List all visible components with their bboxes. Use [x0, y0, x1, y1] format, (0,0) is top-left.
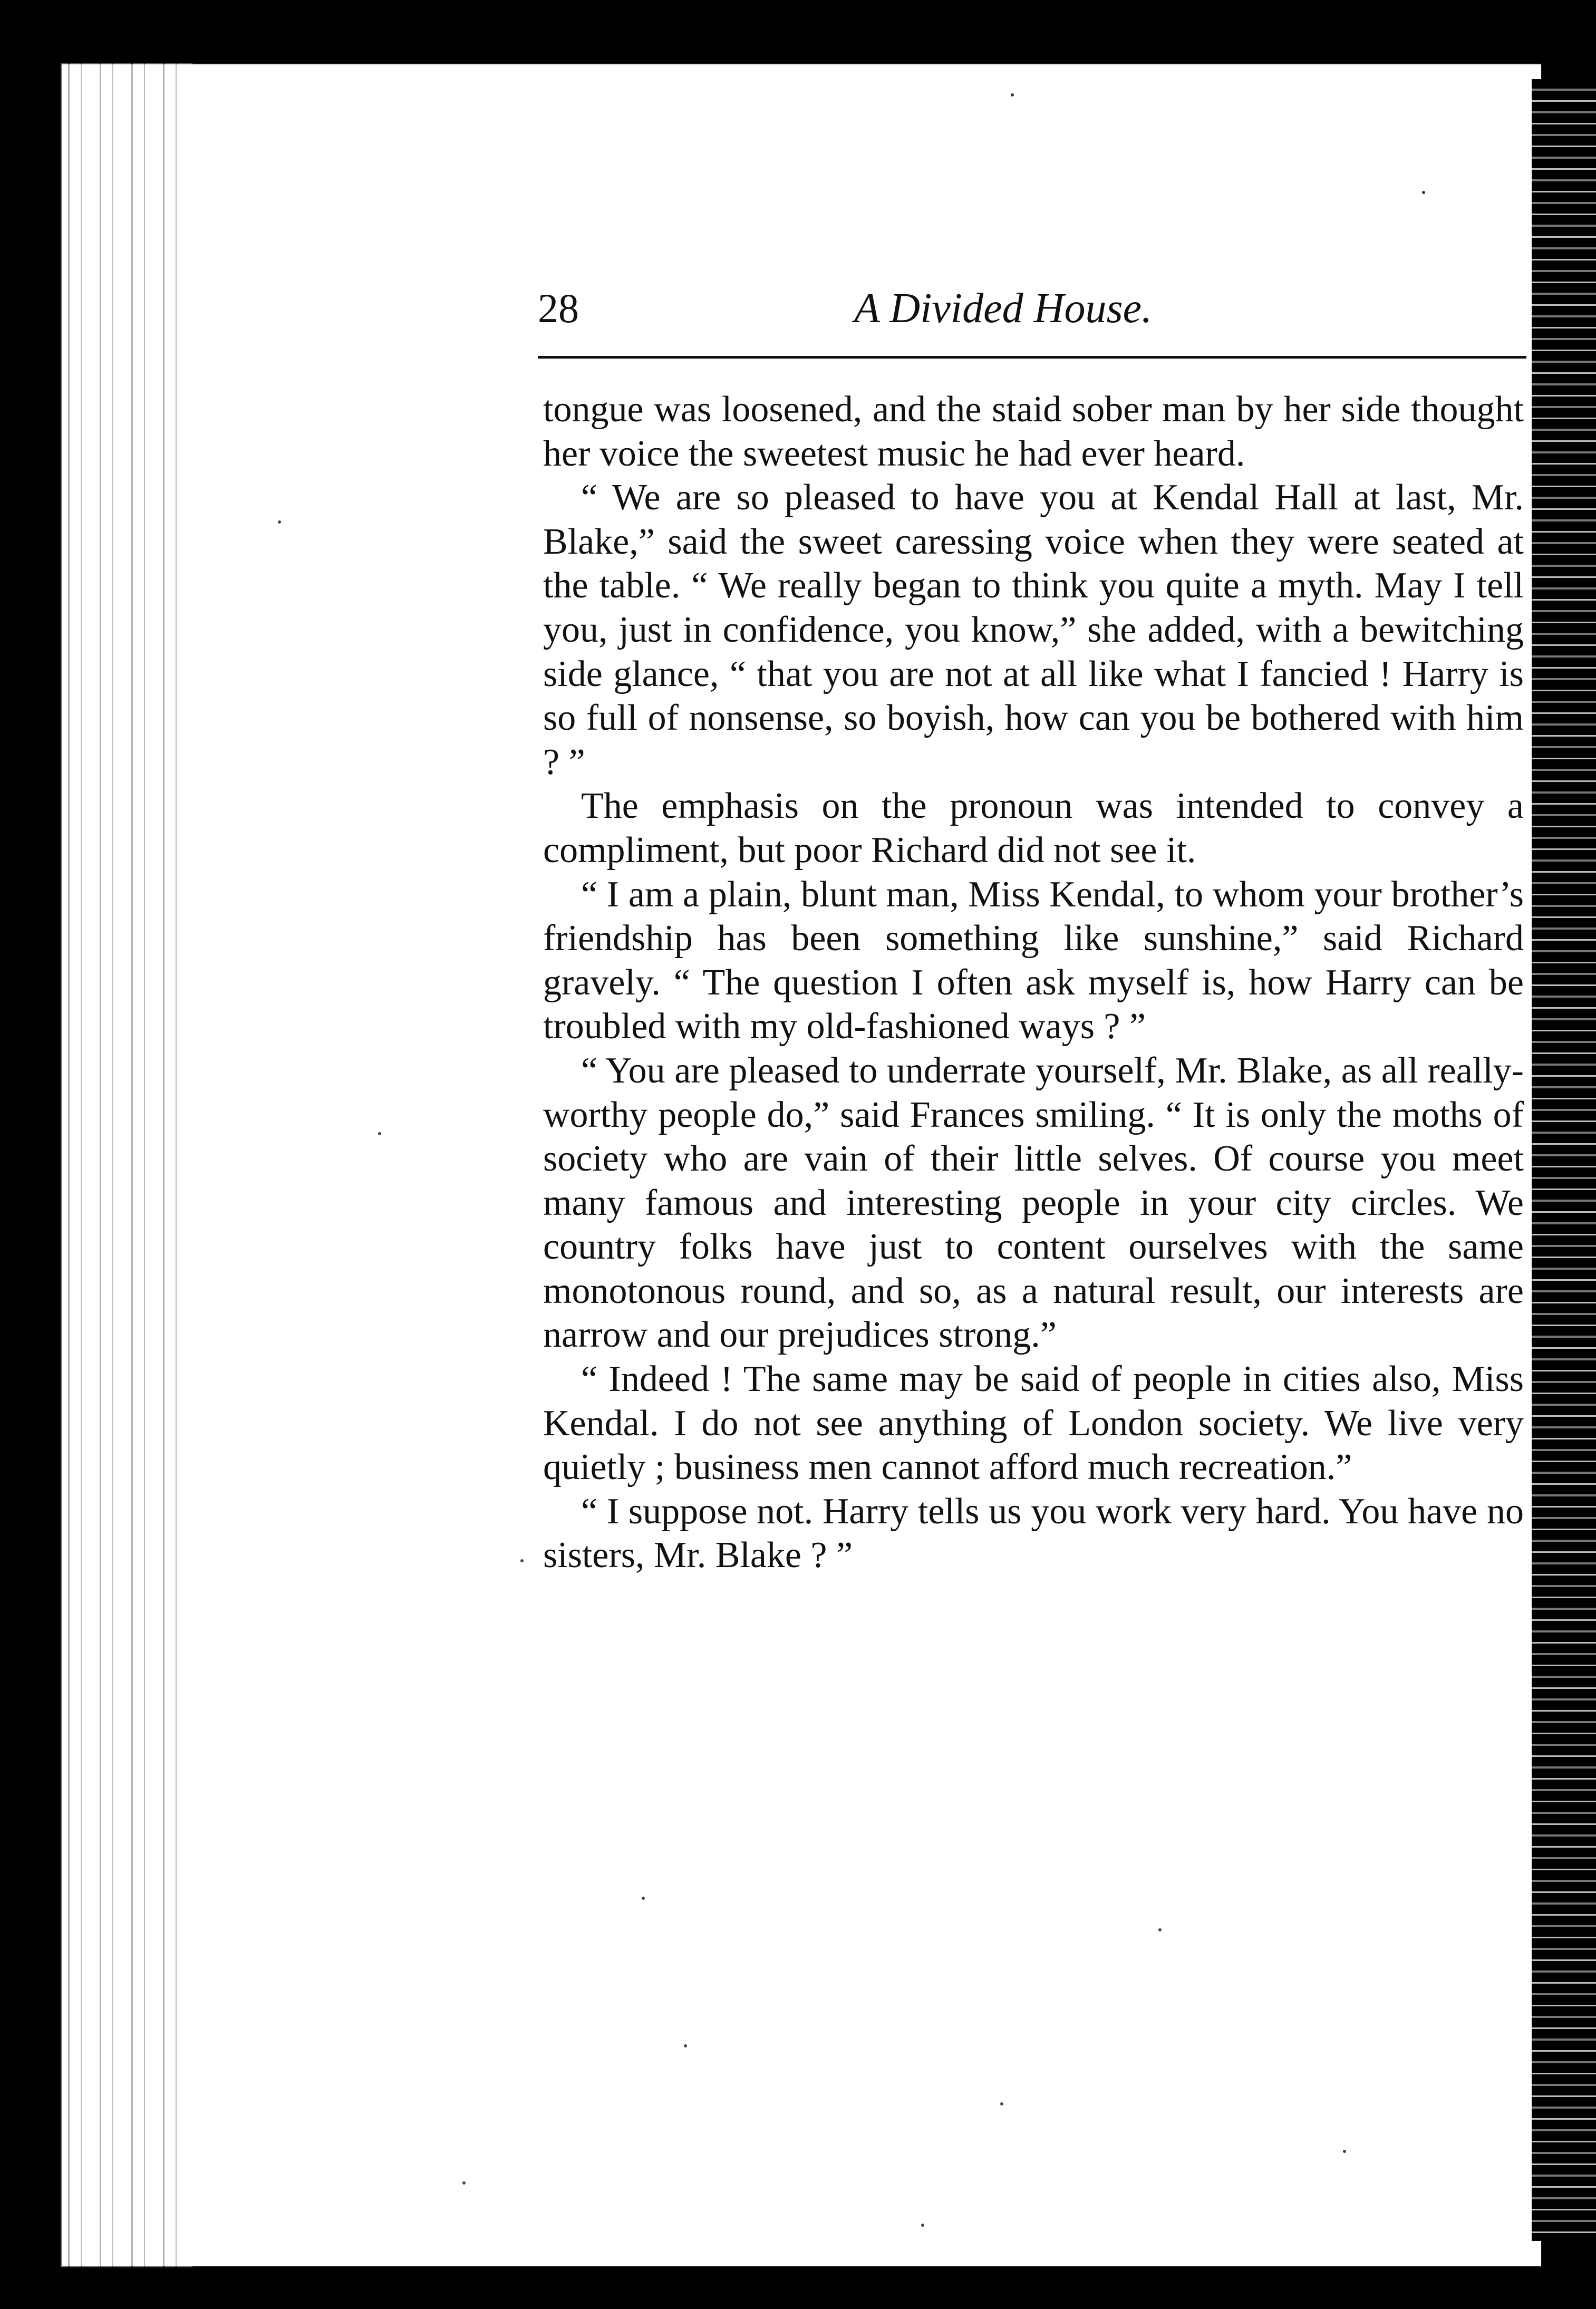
paragraph: “ We are so pleased to have you at Kendal Hall at last, Mr. Blake,” said the sweet caressing voice when they were seated at the table. “ We really began to think you quite a myth. May I tell you, just in confidence, you know,” she added, with a bewitching side glance, “ that you are not at all like what I fancied ! Harry is so full of nonsense, so boyish, how can you be bothered with him ? ” [543, 477, 1524, 782]
header-rule [538, 356, 1526, 359]
body-text [543, 388, 1524, 1578]
paragraph: tongue was loosened, and the staid sober man by her side thought her voice the sweetest music he had ever heard. [543, 389, 1524, 474]
paragraph: The emphasis on the pronoun was intended to convey a compliment, but poor Richard did not see it. [543, 786, 1524, 871]
paragraph: “ Indeed ! The same may be said of people in cities also, Miss Kendal. I do not see anything of London society. We live very quietly ; business men cannot afford much recreation.” [543, 1359, 1524, 1488]
page-right-edge [1532, 79, 1596, 2241]
running-header [538, 285, 1524, 337]
page-number: 28 [538, 285, 579, 331]
book-spine-edge [61, 63, 192, 2267]
running-title: A Divided House. [854, 285, 1153, 332]
paragraph: “ You are pleased to underrate yourself, Mr. Blake, as all really-worthy people do,” said Frances smiling. “ It is only the moths of society who are vain of their little selves. Of course you meet many famous and interesting people in your city circles. We country folks have just to content ourselves with the same monotonous round, and so, as a natural result, our interests are narrow and our prejudices strong.” [543, 1050, 1524, 1356]
paragraph: “ I am a plain, blunt man, Miss Kendal, to whom your brother’s friendship has been something like sunshine,” said Richard gravely. “ The question I often ask myself is, how Harry can be troubled with my old-fashioned ways ? ” [543, 874, 1524, 1047]
paragraph: “ I suppose not. Harry tells us you work very hard. You have no sisters, Mr. Blake ? ” [543, 1491, 1524, 1576]
